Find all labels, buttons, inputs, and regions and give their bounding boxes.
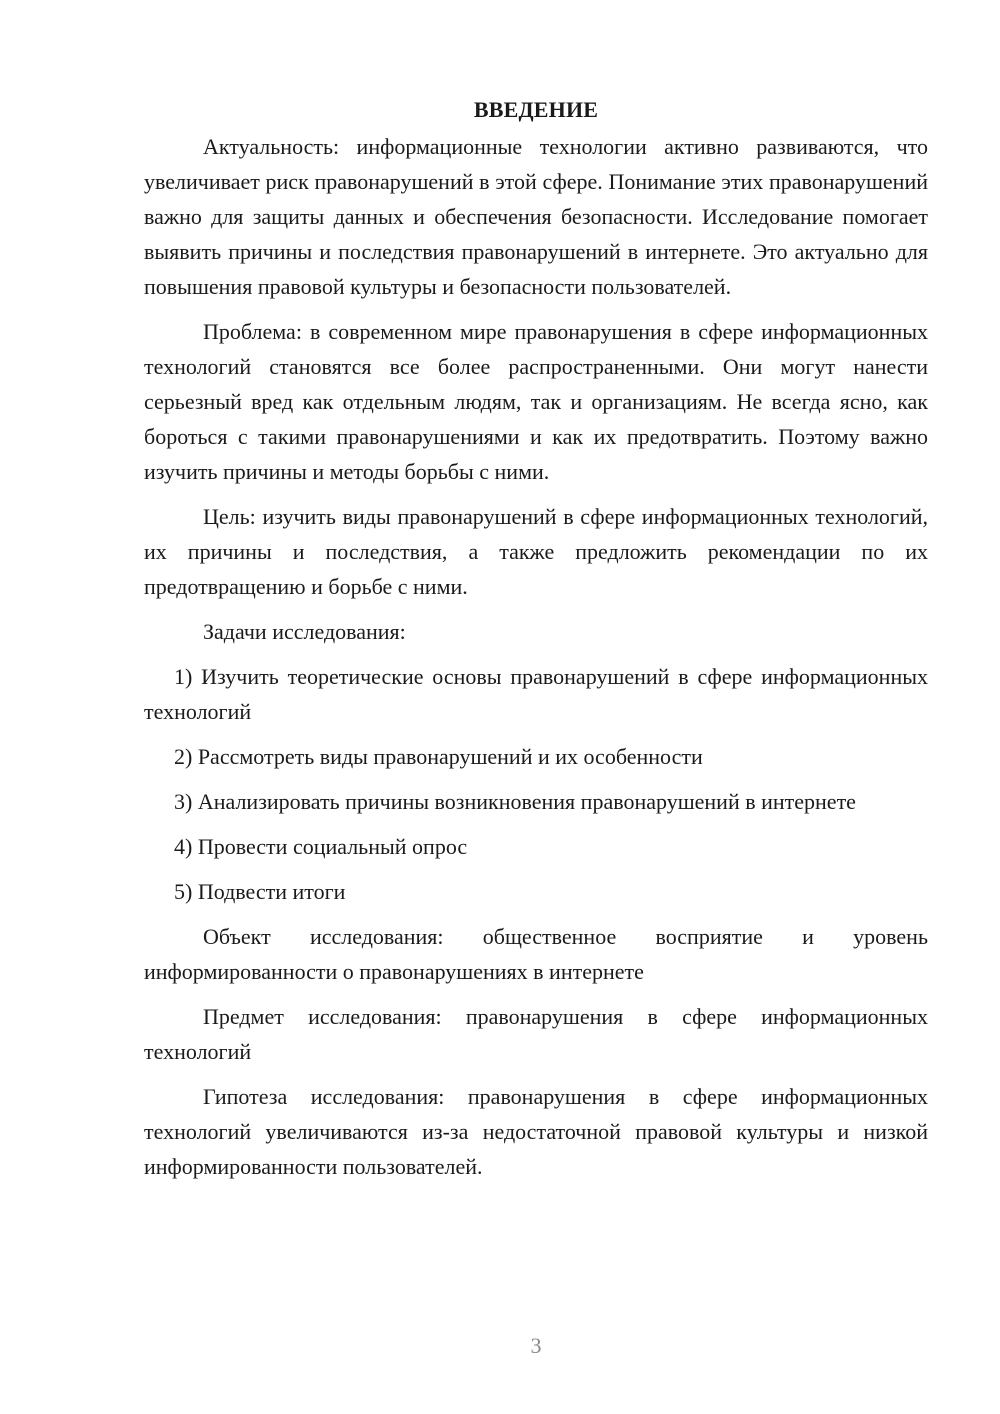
- paragraph-goal: Цель: изучить виды правонарушений в сфере информационных технологий, их причины и последствия, а также предложить рекомендации по их предотвращению и борьбе с ними.: [144, 504, 928, 599]
- task-item-4: 4) Провести социальный опрос: [174, 834, 468, 859]
- page-number: 3: [530, 1333, 542, 1358]
- task-item-3: 3) Анализировать причины возникновения правонарушений в интернете: [174, 789, 856, 814]
- paragraph-hypothesis: Гипотеза исследования: правонарушения в сфере информационных технологий увеличиваются из-за недостаточной правовой культуры и низкой информированности пользователей.: [144, 1084, 928, 1179]
- paragraph-relevance: Актуальность: информационные технологии активно развиваются, что увеличивает риск правонарушений в этой сфере. Понимание этих правонарушений важно для защиты данных и обеспечения безопасности. Исследование помогает выявить причины и последствия правонарушений в интернете. Это актуально для повышения правовой культуры и безопасности пользователей.: [144, 134, 928, 299]
- task-item-1: 1) Изучить теоретические основы правонарушений в сфере информационных технологий: [144, 664, 928, 724]
- page-title: ВВЕДЕНИЕ: [473, 97, 599, 122]
- document-page: [144, 92, 928, 1184]
- paragraph-object: Объект исследования: общественное восприятие и уровень информированности о правонарушениях в интернете: [144, 924, 928, 984]
- task-item-5: 5) Подвести итоги: [174, 879, 346, 904]
- paragraph-tasks-heading: Задачи исследования:: [203, 619, 406, 644]
- task-item-2: 2) Рассмотреть виды правонарушений и их особенности: [174, 744, 703, 769]
- paragraph-problem: Проблема: в современном мире правонарушения в сфере информационных технологий становятся все более распространенными. Они могут нанести серьезный вред как отдельным людям, так и организациям. Не всегда ясно, как бороться с такими правонарушениями и как их предотвратить. Поэтому важно изучить причины и методы борьбы с ними.: [144, 319, 928, 484]
- paragraph-subject: Предмет исследования: правонарушения в сфере информационных технологий: [144, 1004, 928, 1064]
